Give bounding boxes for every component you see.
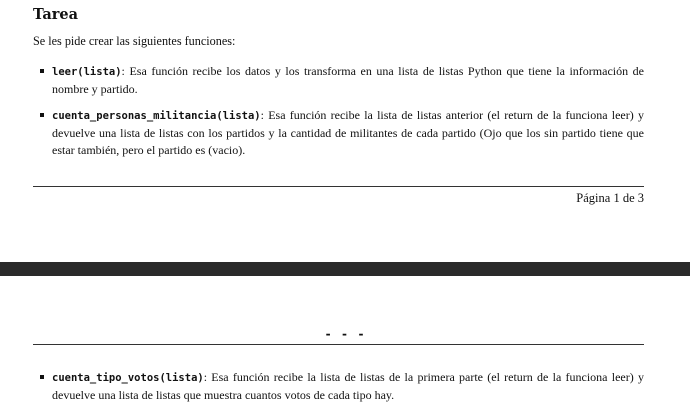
function-name: cuenta_personas_militancia(lista): [52, 110, 261, 122]
page-separator: [0, 262, 690, 276]
function-description: : Esa función recibe los datos y los transforma en una lista de listas Python que tiene la información de nombre y partido.: [52, 64, 644, 96]
header-marker: - - -: [324, 327, 366, 341]
intro-paragraph: Se les pide crear las siguientes funciones:: [33, 34, 236, 48]
footer-rule: [33, 186, 644, 187]
bullet-icon: [40, 375, 44, 379]
section-title: Tarea: [33, 6, 79, 23]
page-number: Página 1 de 3: [576, 191, 644, 205]
function-name: leer(lista): [52, 66, 122, 78]
bullet-icon: [40, 113, 44, 117]
list-item: [52, 369, 644, 404]
function-name: cuenta_tipo_votos(lista): [52, 372, 204, 384]
function-description: : Esa función recibe la lista de listas anterior (el return de la funciona leer) y devuelve una lista de listas con los partidos y la cantidad de militantes de cada partido (Ojo que los sin partido tiene que estar también, pero el partido es (vacio).: [52, 108, 644, 157]
list-item: [52, 63, 644, 98]
list-item: [52, 107, 644, 159]
bullet-icon: [40, 69, 44, 73]
header-rule: [33, 344, 644, 345]
function-description: : Esa función recibe la lista de listas de la primera parte (el return de la funciona leer) y devuelve una lista de listas que muestra cuantos votos de cada tipo hay.: [52, 370, 644, 402]
